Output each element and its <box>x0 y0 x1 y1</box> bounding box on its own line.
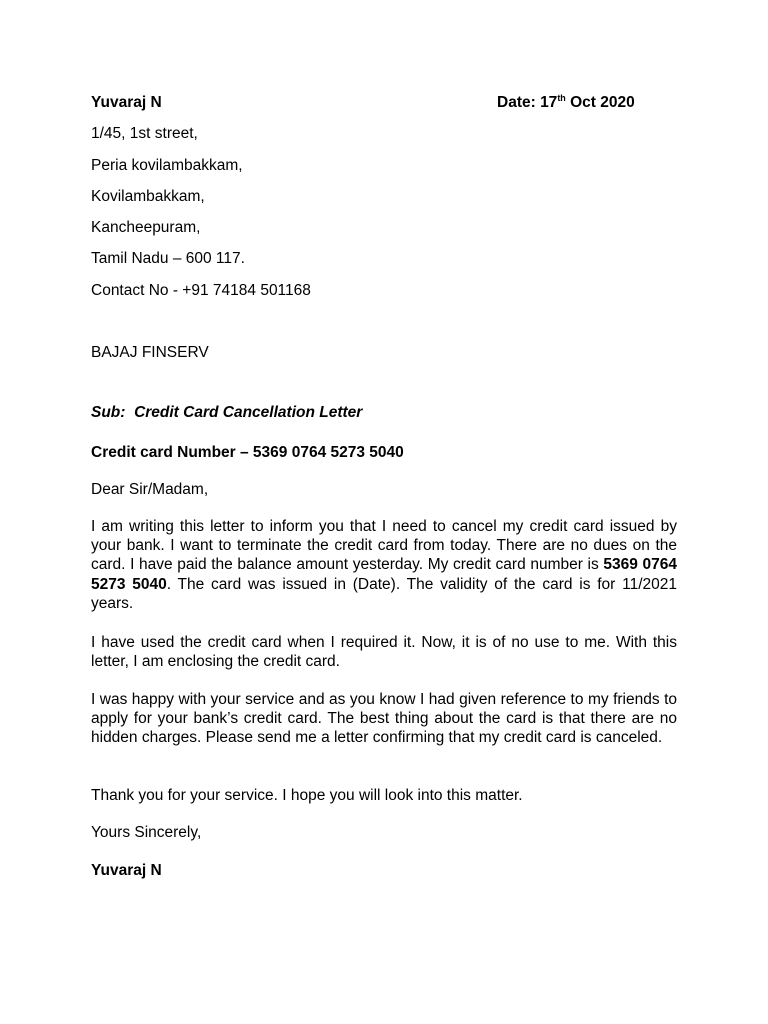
thanks-line: Thank you for your service. I hope you will look into this matter. <box>91 787 523 804</box>
paragraph-3: I was happy with your service and as you know I had given reference to my friends to apply for your bank’s credit card. The best thing about the card is that there are no hidden charges. Please send me a letter confirming that my credit card is canceled. <box>91 691 677 747</box>
salutation: Dear Sir/Madam, <box>91 481 209 498</box>
recipient-name: BAJAJ FINSERV <box>91 344 209 361</box>
subject-label: Sub: <box>91 404 126 421</box>
address-line-2: Peria kovilambakkam, <box>91 157 243 174</box>
subject-text: Credit Card Cancellation Letter <box>134 404 363 421</box>
paragraph-2: I have used the credit card when I required it. Now, it is of no use to me. With this letter, I am enclosing the credit card. <box>91 634 677 671</box>
date-rest: Oct 2020 <box>565 94 635 111</box>
card-number-line: Credit card Number – 5369 0764 5273 5040 <box>91 444 404 461</box>
address-line-1: 1/45, 1st street, <box>91 125 198 142</box>
signature-name: Yuvaraj N <box>91 862 162 879</box>
date-suffix: th <box>557 93 566 103</box>
contact-number: Contact No - +91 74184 501168 <box>91 282 311 299</box>
paragraph-1-before: I am writing this letter to inform you that I need to cancel my credit card issued by your bank. I want to terminate the credit card from today. There are no dues on the card. I have paid the balance amount yesterday. My credit card number is <box>91 518 677 574</box>
closing-line: Yours Sincerely, <box>91 824 202 841</box>
address-line-5: Tamil Nadu – 600 117. <box>91 250 245 267</box>
date-prefix: Date: 17 <box>497 94 558 111</box>
paragraph-1 <box>91 517 677 613</box>
address-line-3: Kovilambakkam, <box>91 188 205 205</box>
letter-date <box>497 93 635 112</box>
paragraph-1-after: . The card was issued in (Date). The validity of the card is for 11/2021 years. <box>91 575 677 612</box>
subject-line <box>91 403 362 422</box>
paragraph-1-card-number: 5369 0764 5273 5040 <box>91 556 677 593</box>
address-line-4: Kancheepuram, <box>91 219 201 236</box>
sender-name: Yuvaraj N <box>91 94 162 111</box>
